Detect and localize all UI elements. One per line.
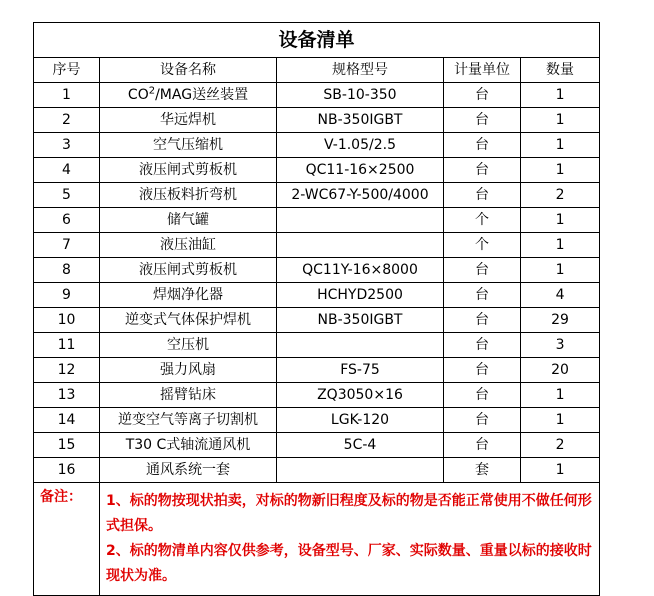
- row-spec: NB-350IGBT: [277, 108, 444, 133]
- row-unit: 台: [444, 133, 521, 158]
- row-name: T30 C式轴流通风机: [100, 433, 277, 458]
- row-spec: HCHYD2500: [277, 283, 444, 308]
- row-qty: 1: [521, 133, 600, 158]
- row-name: 液压油缸: [100, 233, 277, 258]
- row-unit: 台: [444, 408, 521, 433]
- row-number: 7: [34, 233, 100, 258]
- row-name: 空气压缩机: [100, 133, 277, 158]
- table-row: [34, 333, 600, 358]
- row-name-main: CO: [127, 87, 149, 103]
- row-number: 13: [34, 383, 100, 408]
- row-spec: ZQ3050×16: [277, 383, 444, 408]
- table-row: [34, 83, 600, 108]
- row-name-subscript: 2: [148, 85, 156, 97]
- row-number: 15: [34, 433, 100, 458]
- row-qty: 1: [521, 108, 600, 133]
- header-no: 序号: [34, 58, 100, 83]
- row-unit: 台: [444, 158, 521, 183]
- row-name: [100, 83, 277, 108]
- row-number: 9: [34, 283, 100, 308]
- note-body: [100, 483, 600, 596]
- row-unit: 台: [444, 308, 521, 333]
- row-spec: [277, 333, 444, 358]
- row-qty: 1: [521, 83, 600, 108]
- equipment-table: [33, 22, 600, 596]
- row-spec: 2-WC67-Y-500/4000: [277, 183, 444, 208]
- note-line-2: 2、标的物清单内容仅供参考，设备型号、厂家、实际数量、重量以标的接收时现状为准。: [106, 543, 592, 584]
- row-unit: 台: [444, 258, 521, 283]
- row-qty: 29: [521, 308, 600, 333]
- table-title: 设备清单: [34, 23, 600, 58]
- header-unit: 计量单位: [444, 58, 521, 83]
- row-number: 12: [34, 358, 100, 383]
- row-name: 通风系统一套: [100, 458, 277, 483]
- row-qty: 1: [521, 458, 600, 483]
- row-qty: 20: [521, 358, 600, 383]
- row-spec: [277, 458, 444, 483]
- table-row: [34, 408, 600, 433]
- row-qty: 1: [521, 258, 600, 283]
- row-name: 液压闸式剪板机: [100, 258, 277, 283]
- row-qty: 4: [521, 283, 600, 308]
- note-label: 备注：: [34, 483, 100, 596]
- note-row: [34, 483, 600, 596]
- table-row: [34, 458, 600, 483]
- row-spec: NB-350IGBT: [277, 308, 444, 333]
- row-name: 强力风扇: [100, 358, 277, 383]
- row-unit: 台: [444, 333, 521, 358]
- table-row: [34, 208, 600, 233]
- row-unit: 台: [444, 108, 521, 133]
- row-spec: LGK-120: [277, 408, 444, 433]
- row-spec: V-1.05/2.5: [277, 133, 444, 158]
- note-line-1: 1、标的物按现状拍卖，对标的物新旧程度及标的物是否能正常使用不做任何形式担保。: [106, 493, 592, 534]
- title-row: [34, 23, 600, 58]
- row-qty: 1: [521, 208, 600, 233]
- row-number: 16: [34, 458, 100, 483]
- row-name: 液压板料折弯机: [100, 183, 277, 208]
- row-unit: 台: [444, 358, 521, 383]
- table-row: [34, 283, 600, 308]
- row-qty: 1: [521, 158, 600, 183]
- row-name: 逆变式气体保护焊机: [100, 308, 277, 333]
- row-number: 11: [34, 333, 100, 358]
- row-spec: [277, 233, 444, 258]
- row-name-rest: /MAG送丝装置: [155, 87, 249, 103]
- row-unit: 台: [444, 433, 521, 458]
- header-qty: 数量: [521, 58, 600, 83]
- row-qty: 1: [521, 383, 600, 408]
- table-row: [34, 233, 600, 258]
- header-name: 设备名称: [100, 58, 277, 83]
- table-row: [34, 158, 600, 183]
- table-row: [34, 258, 600, 283]
- header-spec: 规格型号: [277, 58, 444, 83]
- row-qty: 3: [521, 333, 600, 358]
- header-row: [34, 58, 600, 83]
- row-spec: QC11-16×2500: [277, 158, 444, 183]
- row-name: 焊烟净化器: [100, 283, 277, 308]
- row-number: 2: [34, 108, 100, 133]
- row-spec: SB-10-350: [277, 83, 444, 108]
- row-qty: 2: [521, 433, 600, 458]
- table-row: [34, 133, 600, 158]
- table-row: [34, 308, 600, 333]
- row-unit: 台: [444, 383, 521, 408]
- table-row: [34, 108, 600, 133]
- row-number: 8: [34, 258, 100, 283]
- table-row: [34, 358, 600, 383]
- equipment-list-sheet: [33, 22, 599, 596]
- table-row: [34, 183, 600, 208]
- row-qty: 1: [521, 408, 600, 433]
- row-number: 4: [34, 158, 100, 183]
- row-unit: 台: [444, 183, 521, 208]
- row-unit: 个: [444, 208, 521, 233]
- table-row: [34, 383, 600, 408]
- row-name: 逆变空气等离子切割机: [100, 408, 277, 433]
- row-number: 3: [34, 133, 100, 158]
- row-spec: QC11Y-16×8000: [277, 258, 444, 283]
- row-number: 6: [34, 208, 100, 233]
- row-number: 5: [34, 183, 100, 208]
- row-name: 空压机: [100, 333, 277, 358]
- row-spec: 5C-4: [277, 433, 444, 458]
- row-qty: 1: [521, 233, 600, 258]
- row-spec: FS-75: [277, 358, 444, 383]
- row-name: 液压闸式剪板机: [100, 158, 277, 183]
- row-qty: 2: [521, 183, 600, 208]
- row-name: 华远焊机: [100, 108, 277, 133]
- row-unit: 套: [444, 458, 521, 483]
- row-name: 摇臂钻床: [100, 383, 277, 408]
- row-unit: 个: [444, 233, 521, 258]
- row-number: 14: [34, 408, 100, 433]
- row-spec: [277, 208, 444, 233]
- row-name: 储气罐: [100, 208, 277, 233]
- table-body: [34, 83, 600, 483]
- table-row: [34, 433, 600, 458]
- row-unit: 台: [444, 83, 521, 108]
- row-unit: 台: [444, 283, 521, 308]
- row-number: 10: [34, 308, 100, 333]
- row-number: 1: [34, 83, 100, 108]
